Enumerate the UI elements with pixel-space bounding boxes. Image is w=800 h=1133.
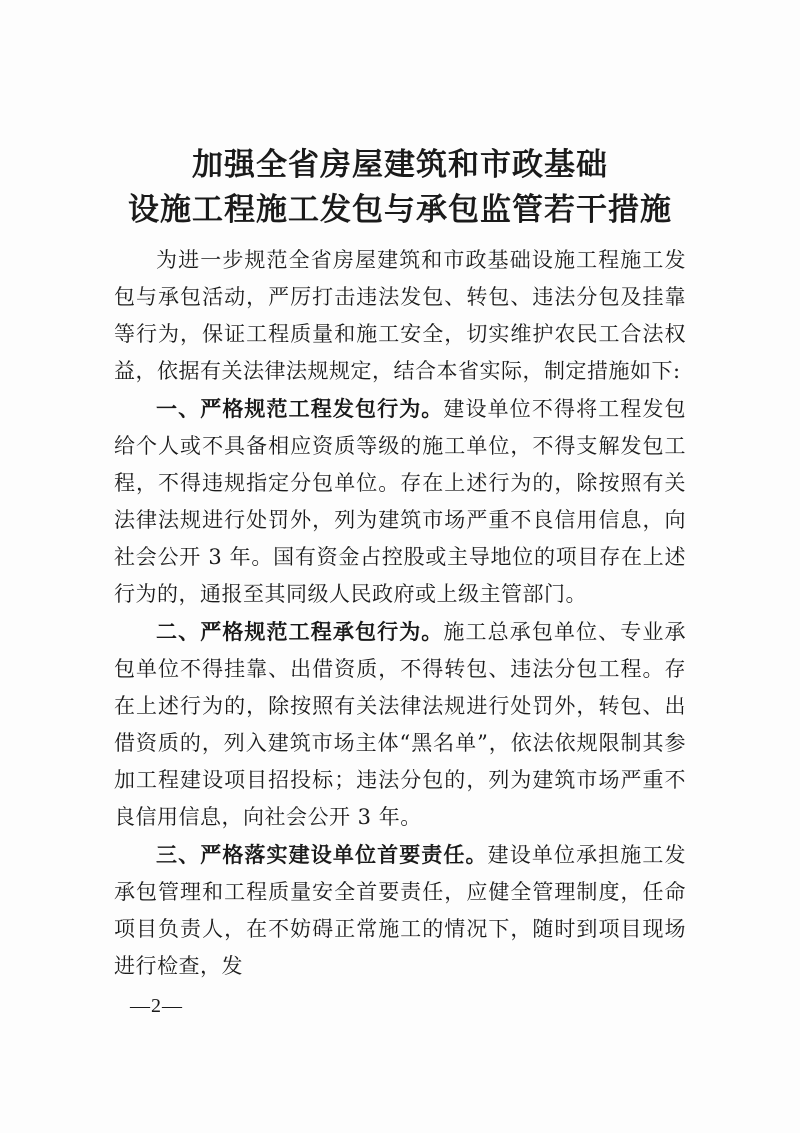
title-line-2: 设施工程施工发包与承包监管若干措施	[128, 192, 672, 228]
section-1-paragraph	[114, 390, 686, 613]
section-3-text: 建设单位承担施工发承包管理和工程质量安全首要责任，应健全管理制度，任命项目负责人，在不妨碍正常施工的情况下，随时到项目现场进行检查，发	[114, 843, 687, 978]
page-number: —2—	[130, 995, 183, 1017]
section-1-text: 建设单位不得将工程发包给个人或不具备相应资质等级的施工单位，不得支解发包工程，不得违规指定分包单位。存在上述行为的，除按照有关法律法规进行处罚外，列为建筑市场严重不良信用信息，向社会公开 3 年。国有资金占控股或主导地位的项目存在上述行为的，通报至其同级人民政府或上级主管部门。	[114, 397, 687, 606]
document-title	[90, 143, 710, 233]
section-2-paragraph	[114, 613, 686, 836]
section-2-text: 施工总承包单位、专业承包单位不得挂靠、出借资质，不得转包、违法分包工程。存在上述行为的，除按照有关法律法规进行处罚外，转包、出借资质的，列入建筑市场主体“黑名单”，依法依规限制其参加工程建设项目招投标；违法分包的，列为建筑市场严重不良信用信息，向社会公开 3 年。	[114, 620, 687, 829]
section-3-heading: 三、严格落实建设单位首要责任。	[156, 842, 488, 867]
document-body	[114, 242, 686, 985]
title-line-1: 加强全省房屋建筑和市政基础	[192, 147, 608, 183]
section-1-heading: 一、严格规范工程发包行为。	[156, 396, 444, 421]
section-2-heading: 二、严格规范工程承包行为。	[156, 619, 444, 644]
section-3-paragraph	[114, 836, 686, 985]
intro-paragraph: 为进一步规范全省房屋建筑和市政基础设施工程施工发包与承包活动，严厉打击违法发包、转包、违法分包及挂靠等行为，保证工程质量和施工安全，切实维护农民工合法权益，依据有关法律法规规定，结合本省实际，制定措施如下:	[114, 248, 686, 383]
